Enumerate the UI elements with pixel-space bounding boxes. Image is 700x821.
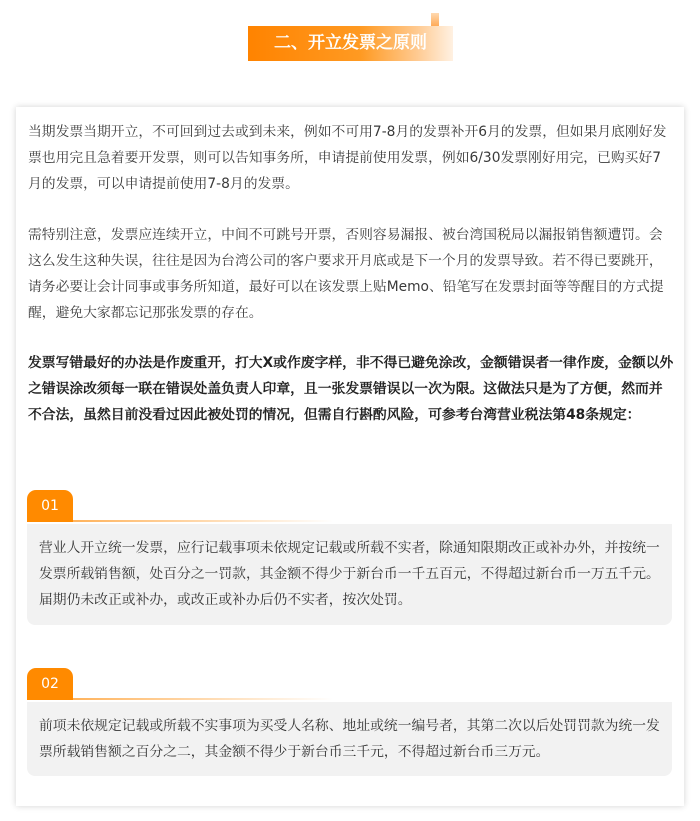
clause-divider [73,698,333,700]
section-title [248,13,458,61]
paragraph-invoice-period: 当期发票当期开立，不可回到过去或到未来，例如不可用7-8月的发票补开6月的发票，但如果月底刚好发票也用完且急着要开发票，则可以告知事务所，申请提前使用发票，例如6/30发票刚好用完，已购买好7月的发票，可以申请提前使用7-8月的发票。 [28,124,667,192]
paragraph-invoice-errors: 发票写错最好的办法是作废重开，打大X或作废字样，非不得已避免涂改，金额错误者一律作废，金额以外之错误涂改须每一联在错误处盖负责人印章，且一张发票错误以一次为限。这做法只是为了方便，然而并不合法，虽然目前没看过因此被处罚的情况，但需自行斟酌风险，可参考台湾营业税法第48条规定： [28,355,674,423]
clause-number-badge: 02 [27,668,73,700]
paragraph-sequential-invoices: 需特别注意，发票应连续开立，中间不可跳号开票，否则容易漏报、被台湾国税局以漏报销售额遭罚。会这么发生这种失误，往往是因为台湾公司的客户要求开月底或是下一个月的发票导致。若不得已要跳开，请务必要让会计同事或事务所知道，最好可以在该发票上贴Memo、铅笔写在发票封面等等醒目的方式提醒，避免大家都忘记那张发票的存在。 [28,227,664,321]
clause-number-badge: 01 [27,490,73,522]
clause-divider [73,520,333,522]
clause-text: 营业人开立统一发票，应行记载事项未依规定记载或所载不实者，除通知限期改正或补办外，并按统一发票所载销售额，处百分之一罚款，其金额不得少于新台币一千五百元，不得超过新台币一万五千元。届期仍未改正或补办，或改正或补办后仍不实者，按次处罚。 [27,524,672,625]
content-card [16,107,684,806]
clause-text: 前项未依规定记载或所载不实事项为买受人名称、地址或统一编号者，其第二次以后处罚罚款为统一发票所载销售额之百分之二，其金额不得少于新台币三千元，不得超过新台币三万元。 [27,702,672,776]
section-title-banner: 二、开立发票之原则 [248,26,453,61]
